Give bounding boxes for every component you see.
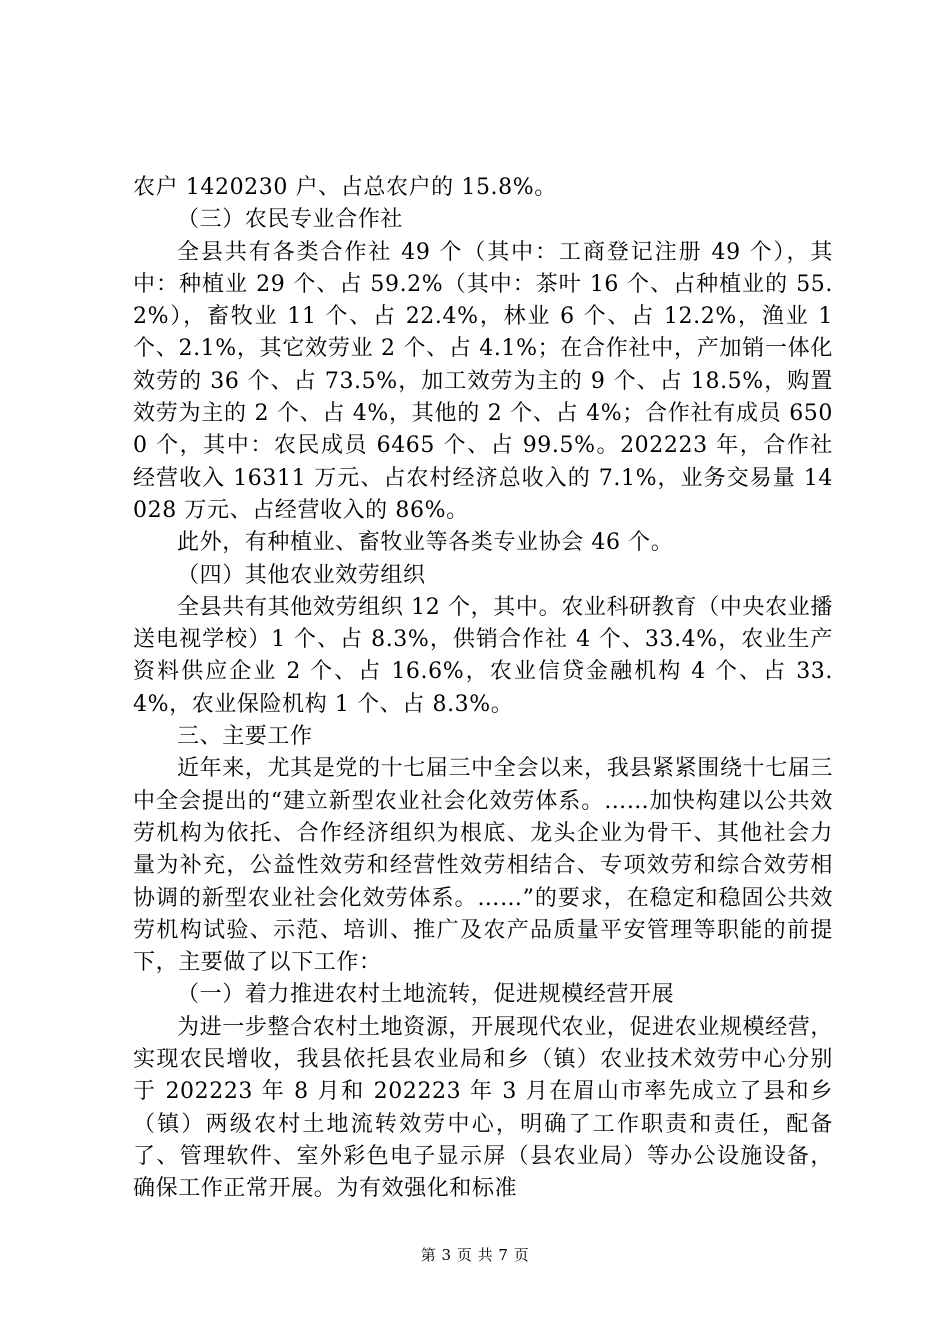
section-heading-other-orgs: （四）其他农业效劳组织 (177, 562, 426, 588)
paragraph-cooperatives: 全县共有各类合作社 49 个（其中：工商登记注册 49 个），其中：种植业 29 个、占 59.2%（其中：茶叶 16 个、占种植业的 55.2%），畜牧业 11 个、占 22.4%，林业 6 个、占 12.2%，渔业 1 个、2.1%，其它效劳业 2 个、占 4.1%；在合作社中，产加销一体化效劳的 36 个、占 73.5%，加工效劳为主的 9 个、占 18.5%，购置效劳为主的 2 个、占 4%，其他的 2 个、占 4%；合作社有成员 6500 个，其中：农民成员 6465 个、占 99.5%。202223 年，合作社经营收入 16311 万元、占农村经济总收入的 7.1%，业务交易量 14028 万元、占经营收入的 86%。 (133, 239, 833, 523)
section-heading-land-transfer: （一）着力推进农村土地流转，促进规模经营开展 (177, 982, 675, 1008)
paragraph-land-transfer: 为进一步整合农村土地资源，开展现代农业，促进农业规模经营，实现农民增收，我县依托县农业局和乡（镇）农业技术效劳中心分别于 202223 年 8 月和 202223 年 3 月在眉山市率先成立了县和乡（镇）两级农村土地流转效劳中心，明确了工作职责和责任，配备了、管理软件、室外彩色电子显示屏（县农业局）等办公设施设备，确保工作正常开展。为有效强化和标准 (133, 1014, 833, 1202)
paragraph-main-work: 近年来，尤其是党的十七届三中全会以来，我县紧紧围绕十七届三中全会提出的“建立新型农业社会化效劳体系。……加快构建以公共效劳机构为依托、合作经济组织为根底、龙头企业为骨干、其他社会力量为补充，公益性效劳和经营性效劳相结合、专项效劳和综合效劳相协调的新型农业社会化效劳体系。……”的要求，在稳定和稳固公共效劳机构试验、示范、培训、推广及农产品质量平安管理等职能的前提下，主要做了以下工作： (133, 756, 833, 976)
section-heading-main-work: 三、主要工作 (177, 724, 313, 750)
section-heading-cooperatives: （三）农民专业合作社 (177, 207, 404, 233)
paragraph-associations: 此外，有种植业、畜牧业等各类专业协会 46 个。 (177, 530, 674, 556)
paragraph-continuation: 农户 1420230 户、占总农户的 15.8%。 (133, 175, 557, 200)
paragraph-other-orgs: 全县共有其他效劳组织 12 个，其中。农业科研教育（中央农业播送电视学校）1 个、占 8.3%，供销合作社 4 个、33.4%，农业生产资料供应企业 2 个、占 16.6%，农业信贷金融机构 4 个、占 33.4%，农业保险机构 1 个、占 8.3%。 (133, 594, 833, 717)
document-body (133, 172, 833, 1206)
page-footer: 第 3 页 共 7 页 (420, 1246, 530, 1264)
